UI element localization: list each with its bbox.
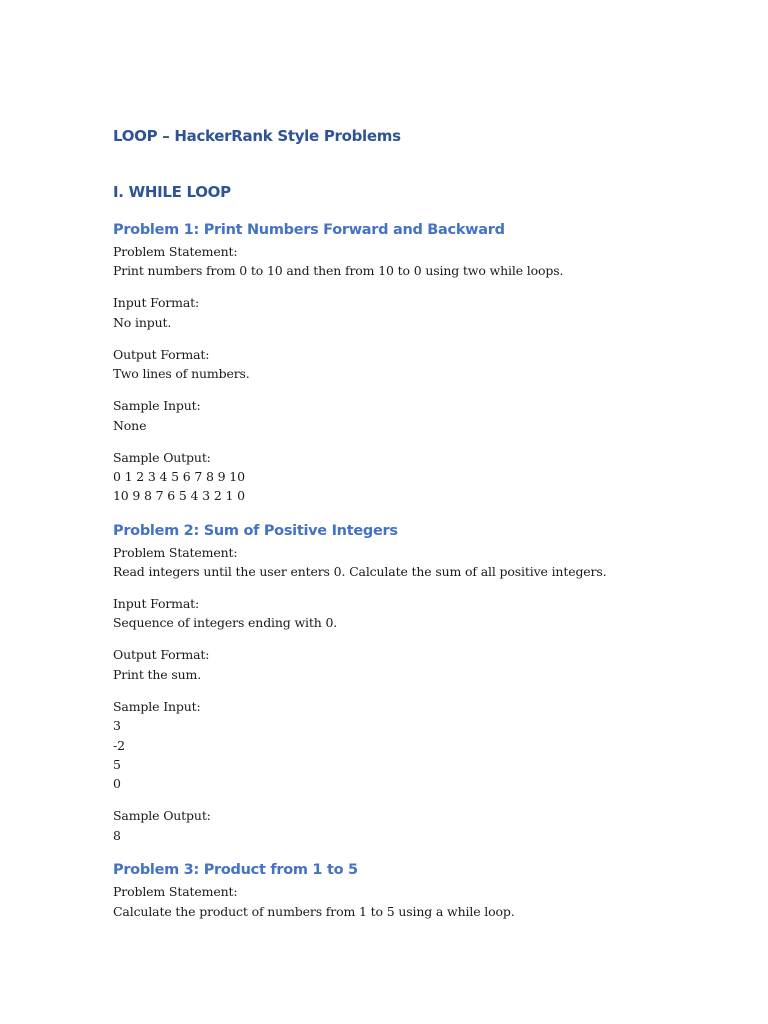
output-format-label: Output Format: (113, 346, 210, 362)
problem-1-output-format-block (113, 345, 713, 384)
input-format-label: Input Format: (113, 295, 200, 311)
section-heading-while-loop: I. WHILE LOOP (113, 183, 231, 201)
sample-output-line: 8 (113, 827, 121, 843)
problem-1-sample-input-block (113, 396, 713, 435)
statement-text: Print numbers from 0 to 10 and then from 10 to 0 using two while loops. (113, 263, 564, 279)
document-title: LOOP – HackerRank Style Problems (113, 127, 401, 145)
problem-1 (113, 218, 713, 506)
problem-2-output-format-block (113, 645, 713, 684)
sample-input-label: Sample Input: (113, 698, 201, 714)
sample-input-line: 0 (113, 776, 121, 792)
statement-label: Problem Statement: (113, 244, 238, 259)
input-format-text: No input. (113, 314, 172, 330)
sample-input-line: 5 (113, 756, 121, 772)
problem-3-heading: Problem 3: Product from 1 to 5 (113, 862, 358, 879)
problem-1-input-format-block (113, 293, 713, 332)
problem-1-heading: Problem 1: Print Numbers Forward and Backward (113, 222, 505, 238)
output-format-label: Output Format: (113, 647, 210, 663)
sample-input-line: 3 (113, 718, 121, 734)
output-format-text: Print the sum. (113, 666, 202, 682)
document-page (113, 124, 713, 921)
problem-2-sample-input-block (113, 697, 713, 794)
sample-output-line: 10 9 8 7 6 5 4 3 2 1 0 (113, 488, 245, 504)
problem-3 (113, 858, 713, 921)
sample-input-line: None (113, 417, 147, 433)
statement-label: Problem Statement: (113, 884, 238, 900)
problem-1-sample-output-block (113, 448, 713, 506)
sample-input-line: -2 (113, 737, 125, 753)
output-format-text: Two lines of numbers. (113, 366, 250, 382)
sample-input-label: Sample Input: (113, 398, 201, 414)
problem-2-sample-output-block (113, 806, 713, 845)
statement-label: Problem Statement: (113, 544, 238, 560)
problem-2-statement-block (113, 543, 713, 582)
input-format-text: Sequence of integers ending with 0. (113, 615, 338, 631)
statement-text: Calculate the product of numbers from 1 to 5 using a while loop. (113, 903, 515, 919)
input-format-label: Input Format: (113, 596, 200, 612)
problem-1-statement-block (113, 242, 713, 281)
sample-output-line: 0 1 2 3 4 5 6 7 8 9 10 (113, 468, 245, 484)
problem-2 (113, 519, 713, 845)
problem-2-heading: Problem 2: Sum of Positive Integers (113, 522, 398, 539)
problem-3-statement-block (113, 882, 713, 921)
problem-2-input-format-block (113, 594, 713, 633)
statement-text: Read integers until the user enters 0. Calculate the sum of all positive integers. (113, 564, 607, 580)
sample-output-label: Sample Output: (113, 808, 211, 824)
sample-output-label: Sample Output: (113, 449, 211, 465)
